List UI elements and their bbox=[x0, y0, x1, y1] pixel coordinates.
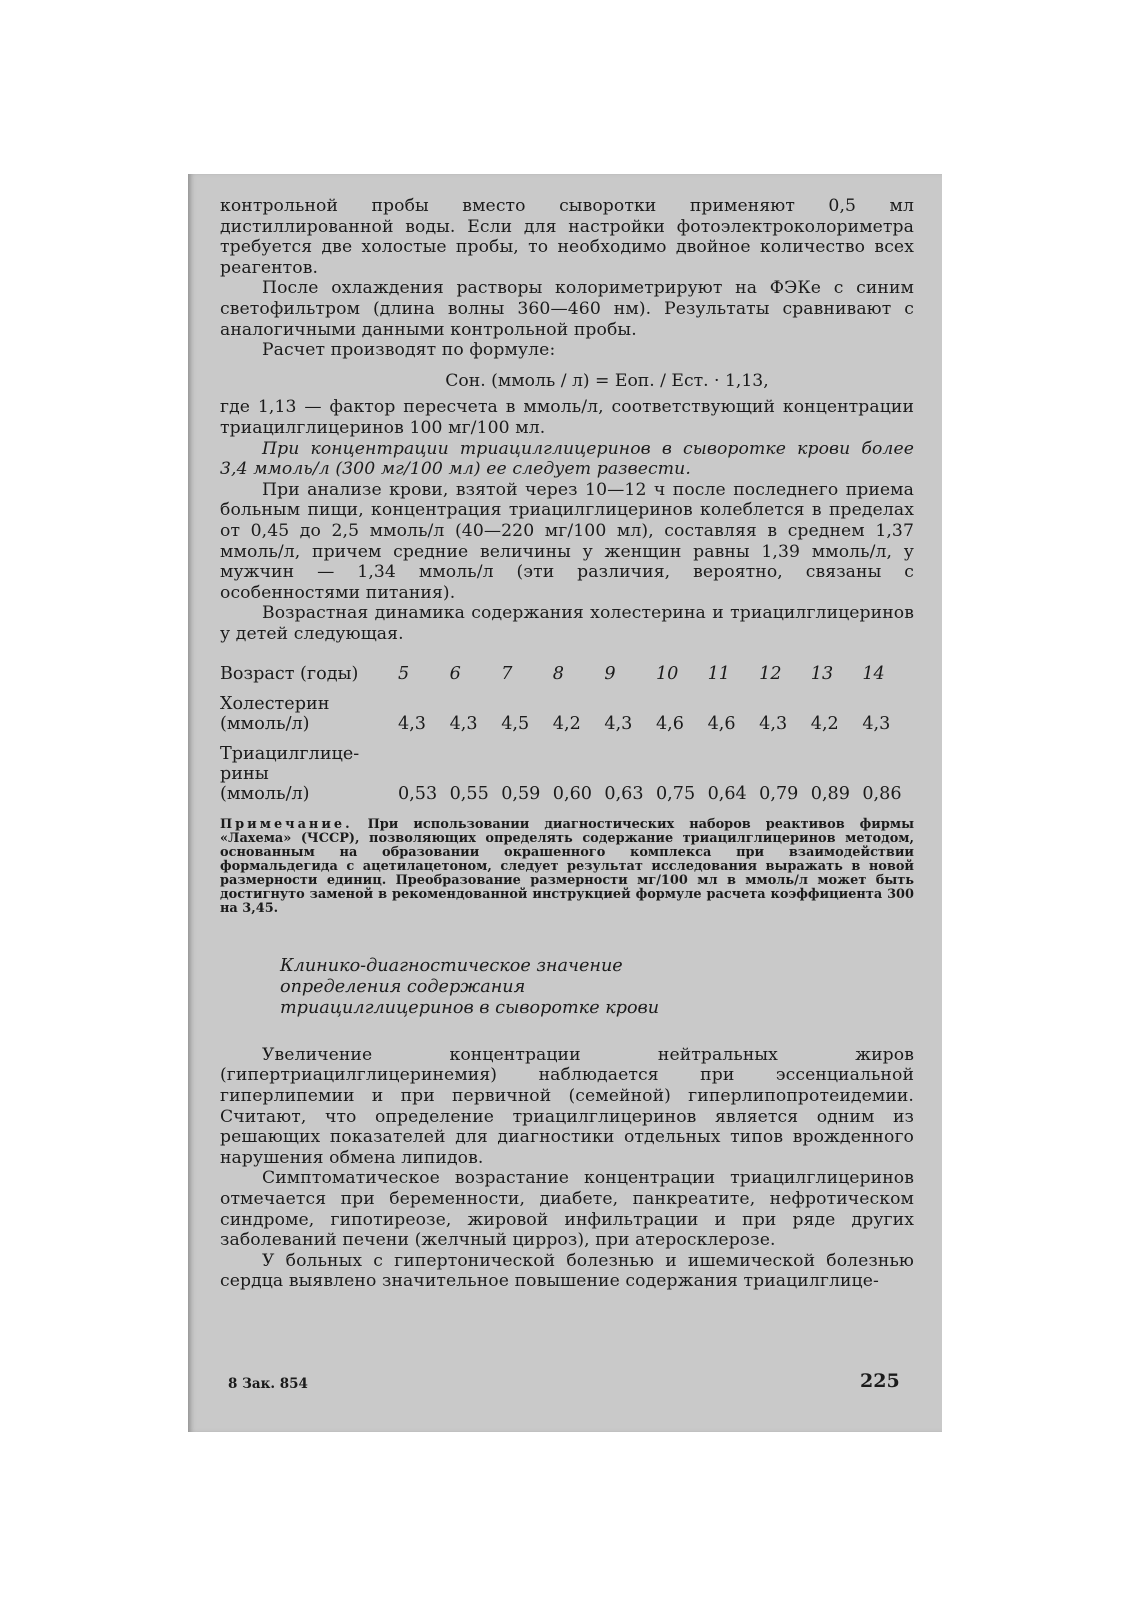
paragraph: где 1,13 — фактор пересчета в ммоль/л, соответствующий концентрации триацилглицеринов 100 мг/100 мл. bbox=[220, 397, 914, 438]
page-number: 225 bbox=[860, 1370, 900, 1392]
paragraph: При концентрации триацилглицеринов в сыворотке крови более 3,4 ммоль/л (300 мг/100 мл) ее следует развести. bbox=[220, 438, 914, 480]
paragraph: Расчет производят по формуле: bbox=[262, 340, 556, 361]
age-cell: 14 bbox=[862, 664, 885, 685]
paragraph: контрольной пробы вместо сыворотки применяют 0,5 мл дистиллированной воды. Если для настройки фотоэлектроколориметра требуется две холостые пробы, то необходимо двойное количество всех реагентов. bbox=[220, 196, 914, 278]
row-label-line: Холестерин bbox=[220, 694, 330, 715]
value-cell: 4,2 bbox=[810, 714, 839, 735]
value-cell: 0,64 bbox=[707, 784, 747, 805]
row-label-line: рины bbox=[220, 764, 269, 785]
printing-order-mark: 8 Зак. 854 bbox=[228, 1376, 308, 1392]
value-cell: 0,79 bbox=[759, 784, 799, 805]
paragraph: При анализе крови, взятой через 10—12 ч после последнего приема больным пищи, концентрация триацилглицеринов колеблется в пределах от 0,45 до 2,5 ммоль/л (40—220 мг/100 мл), составляя в среднем 1,37 ммоль/л, причем средние величины у женщин равны 1,39 ммоль/л, у мужчин — 1,34 ммоль/л (эти различия, вероятно, связаны с особенностями питания). bbox=[220, 479, 914, 603]
paragraph: Симптоматическое возрастание концентрации триацилглицеринов отмечается при беременности, диабете, панкреатите, нефротическом синдроме, гипотиреозе, жировой инфильтрации и при ряде других заболеваний печени (желчный цирроз), при атеросклерозе. bbox=[220, 1168, 914, 1251]
row-label-line: (ммоль/л) bbox=[220, 714, 310, 735]
page-content bbox=[220, 196, 914, 1292]
formula: Сон. (ммоль / л) = Еоп. / Ест. · 1,13, bbox=[445, 370, 769, 391]
value-cell: 4,5 bbox=[501, 714, 530, 735]
value-cell: 4,6 bbox=[707, 714, 736, 735]
section-heading bbox=[280, 956, 914, 1019]
age-cell: 9 bbox=[604, 664, 616, 685]
value-cell: 0,59 bbox=[501, 784, 541, 805]
age-cell: 8 bbox=[552, 664, 564, 685]
row-label bbox=[220, 734, 398, 804]
footnote bbox=[220, 818, 914, 915]
age-cell: 13 bbox=[810, 664, 834, 685]
value-cell: 0,75 bbox=[655, 784, 696, 805]
footnote-text: При использовании диагностических наборов реактивов фирмы «Лахема» (ЧССР), позволяющих определять содержание триацилглицеринов методом, основанным на образовании окрашенного комплекса при взаимодействии формальдегида с ацетилацетоном, следует результат исследования выражать в новой размерности единиц. Преобразование размерности мг/100 мл в ммоль/л может быть достигнуто заменой в рекомендованной инструкцией формуле расчета коэффициента 300 на 3,45. bbox=[220, 817, 914, 916]
value-cell: 0,86 bbox=[862, 784, 902, 805]
row-label-line: Триацилглице- bbox=[220, 744, 360, 765]
value-cell: 4,3 bbox=[862, 714, 891, 735]
section-heading-line: Клинико-диагностическое значение bbox=[280, 955, 623, 976]
age-cell: 10 bbox=[655, 664, 679, 685]
paragraph: У больных с гипертонической болезнью и ишемической болезнью сердца выявлено значительное повышение содержания триацилглице- bbox=[220, 1250, 914, 1292]
section-heading-line: триацилглицеринов в сыворотке крови bbox=[280, 997, 660, 1018]
table-row-triacylglycerols bbox=[220, 734, 914, 804]
table-row-cholesterol bbox=[220, 684, 914, 734]
age-cell: 7 bbox=[501, 664, 513, 685]
age-cell: 12 bbox=[759, 664, 782, 685]
value-cell: 0,60 bbox=[552, 784, 592, 805]
age-dynamics-table bbox=[220, 660, 914, 804]
section-heading-line: определения содержания bbox=[280, 976, 526, 997]
value-cell: 0,89 bbox=[810, 784, 850, 805]
footnote-lead: Примечание. bbox=[220, 817, 353, 833]
value-cell: 0,63 bbox=[604, 784, 644, 805]
value-cell: 4,2 bbox=[552, 714, 581, 735]
table-header-label: Возраст (годы) bbox=[220, 664, 359, 685]
age-cell: 11 bbox=[707, 664, 730, 685]
book-page bbox=[188, 174, 942, 1432]
value-cell: 4,6 bbox=[655, 714, 684, 735]
value-cell: 4,3 bbox=[759, 714, 788, 735]
value-cell: 4,3 bbox=[449, 714, 478, 735]
age-cell: 5 bbox=[398, 664, 410, 685]
value-cell: 0,53 bbox=[398, 784, 438, 805]
paragraph: Возрастная динамика содержания холестерина и триацилглицеринов у детей следующая. bbox=[220, 603, 914, 644]
table-header-row bbox=[220, 660, 914, 684]
value-cell: 4,3 bbox=[604, 714, 633, 735]
paragraph: После охлаждения растворы колориметрируют на ФЭКе с синим светофильтром (длина волны 360—460 нм). Результаты сравнивают с аналогичными данными контрольной пробы. bbox=[220, 278, 914, 340]
row-label bbox=[220, 684, 398, 734]
paragraph: Увеличение концентрации нейтральных жиров (гипертриацилглицеринемия) наблюдается при эссенциальной гиперлипемии и при первичной (семейной) гиперлипопротеидемии. Считают, что определение триацилглицеринов является одним из решающих показателей для диагностики отдельных типов врожденного нарушения обмена липидов. bbox=[220, 1044, 914, 1168]
value-cell: 4,3 bbox=[398, 714, 426, 735]
age-cell: 6 bbox=[449, 664, 461, 685]
value-cell: 0,55 bbox=[449, 784, 489, 805]
row-label-line: (ммоль/л) bbox=[220, 784, 310, 805]
